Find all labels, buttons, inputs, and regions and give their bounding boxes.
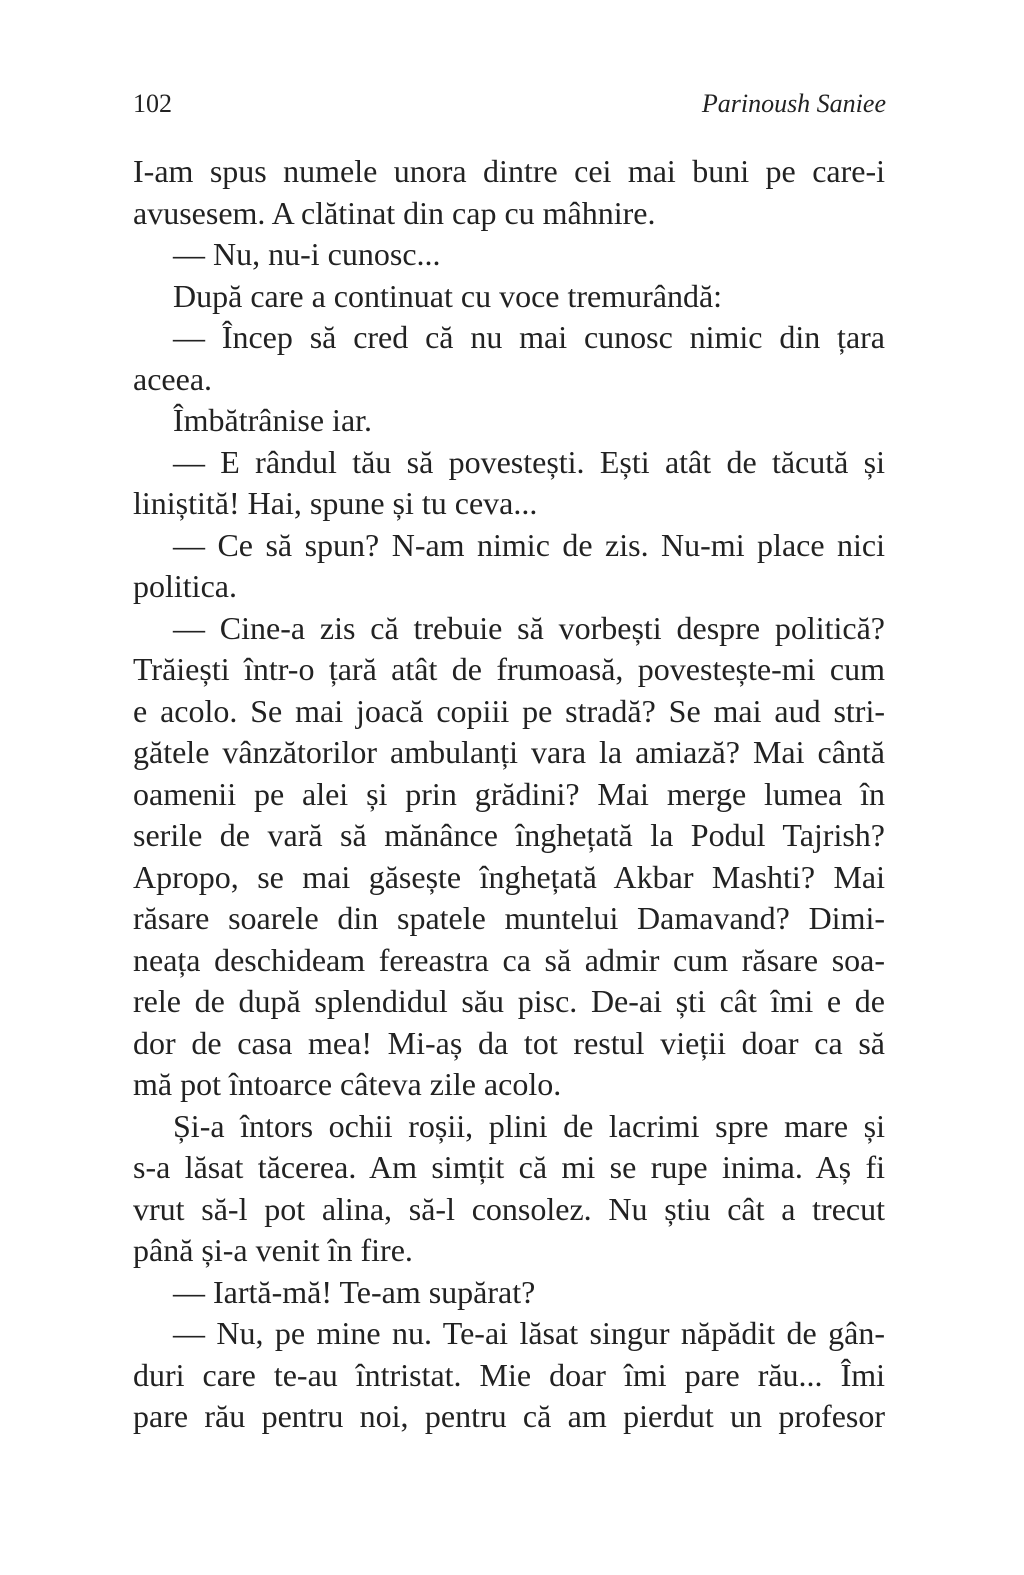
text-line: După care a continuat cu voce tremurândă:	[173, 277, 723, 314]
text-line: oamenii pe alei și prin grădini? Mai merge lumea în	[133, 775, 885, 812]
text-line: neața deschideam fereastra ca să admir cum răsare soa-	[133, 941, 885, 978]
text-line: — Nu, pe mine nu. Te-ai lăsat singur năpădit de gân-	[173, 1315, 885, 1351]
text-line: duri care te-au întristat. Mie doar îmi pare rău... Îmi	[133, 1356, 885, 1393]
text-line: gătele vânzătorilor ambulanți vara la amiază? Mai cântă	[133, 734, 885, 770]
page-header	[133, 86, 886, 122]
text-line: până și-a venit în fire.	[133, 1232, 413, 1268]
text-line: Și-a întors ochii roșii, plini de lacrimi spre mare și	[173, 1107, 885, 1144]
text-line: Îmbătrânise iar.	[173, 402, 373, 438]
running-head-author: Parinoush Saniee	[701, 89, 886, 118]
page-number: 102	[133, 89, 172, 118]
text-line: s-a lăsat tăcerea. Am simțit că mi se rupe inima. Aș fi	[133, 1149, 885, 1185]
text-line: e acolo. Se mai joacă copiii pe stradă? Se mai aud stri-	[133, 692, 885, 729]
text-line: — Ce să spun? N-am nimic de zis. Nu-mi place nici	[173, 526, 885, 563]
text-line: Trăiești într-o țară atât de frumoasă, povestește-mi cum	[133, 651, 885, 687]
text-line: rele de după splendidul său pisc. De-ai ști cât îmi e de	[133, 983, 885, 1019]
text-line: — Încep să cred că nu mai cunosc nimic din țara	[173, 319, 885, 355]
text-line: Apropo, se mai găsește înghețată Akbar Mashti? Mai	[133, 858, 885, 895]
text-line: dor de casa mea! Mi-aș da tot restul vieții doar ca să	[133, 1024, 885, 1061]
body-text	[133, 151, 885, 1438]
text-line: — Nu, nu-i cunosc...	[173, 236, 441, 272]
text-line: avusesem. A clătinat din cap cu mâhnire.	[133, 194, 656, 231]
text-line: pare rău pentru noi, pentru că am pierdut un profesor	[133, 1398, 885, 1434]
text-line: — Cine-a zis că trebuie să vorbești despre politică?	[173, 609, 885, 646]
text-line: politica.	[133, 568, 237, 604]
text-line: serile de vară să mănânce înghețată la Podul Tajrish?	[133, 817, 885, 853]
text-line: I-am spus numele unora dintre cei mai buni pe care-i	[133, 153, 885, 189]
text-line: — Iartă-mă! Te-am supărat?	[173, 1273, 536, 1310]
text-line: mă pot întoarce câteva zile acolo.	[133, 1066, 562, 1102]
text-line: liniștită! Hai, spune și tu ceva...	[133, 485, 538, 521]
text-line: vrut să-l pot alina, să-l consolez. Nu știu cât a trecut	[133, 1190, 885, 1227]
text-line: aceea.	[133, 360, 213, 397]
text-line: răsare soarele din spatele muntelui Damavand? Dimi-	[133, 900, 885, 936]
text-line: — E rândul tău să povestești. Ești atât de tăcută și	[173, 443, 885, 480]
